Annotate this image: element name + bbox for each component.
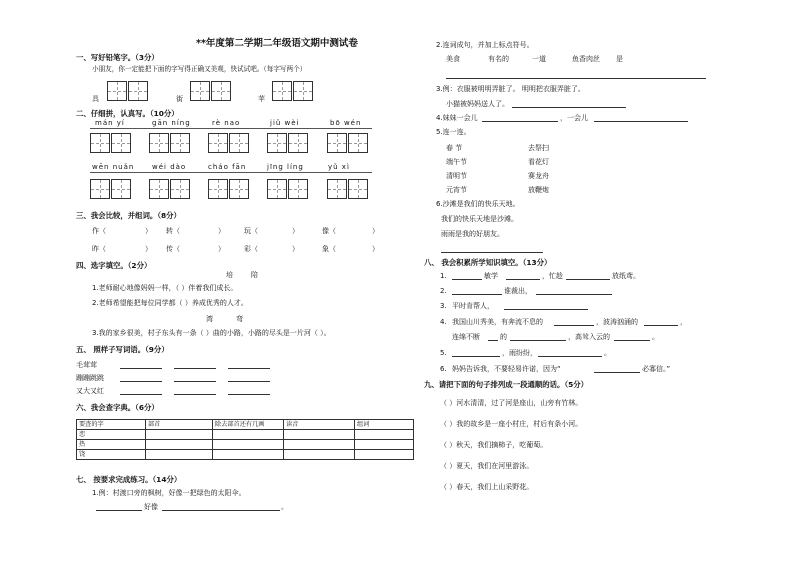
answer-line[interactable] (566, 279, 610, 280)
table-cell[interactable] (146, 430, 213, 440)
answer-line[interactable] (488, 340, 498, 341)
answer-line[interactable] (228, 394, 270, 395)
word-chip: 鱼香肉丝 (572, 55, 600, 63)
answer-line[interactable] (452, 294, 502, 295)
writing-box[interactable] (107, 81, 127, 101)
answer-line[interactable] (644, 325, 678, 326)
pinyin-line (90, 172, 372, 173)
question-text: 6.沙滩是我们的快乐天地。 (436, 200, 520, 208)
choice-char: 湾 (206, 315, 213, 323)
answer-line[interactable] (120, 381, 162, 382)
choice-char: 陪 (251, 271, 258, 279)
compare-paren: ） (218, 245, 225, 253)
answer-line[interactable] (594, 372, 640, 373)
question-text: 3.我的家乡很美，村子东头有一条（ ）曲的小路，小路的尽头是一片河（ ）。 (92, 329, 331, 337)
writing-box[interactable] (327, 133, 347, 153)
writing-box[interactable] (90, 133, 110, 153)
match-right-item[interactable]: 看花灯 (528, 158, 549, 166)
compare-paren: ） (145, 227, 152, 235)
match-right-item[interactable]: 赛龙舟 (528, 172, 549, 180)
writing-box[interactable] (190, 81, 210, 101)
writing-box[interactable] (149, 133, 169, 153)
compare-char: 作（ (92, 227, 106, 235)
item-text: ，波涛汹涌的 (596, 318, 638, 326)
question-text: 雨雨是我的好朋友。 (441, 230, 504, 238)
pinyin: jīng líng (267, 163, 304, 171)
answer-line[interactable] (120, 368, 162, 369)
question-text: 3.例：衣服被明明弄脏了。 明明把衣服弄脏了。 (436, 85, 585, 93)
section-3-heading: 三、我会比较，并组词。（8分） (76, 211, 181, 220)
answer-line[interactable] (512, 107, 626, 108)
match-right-item[interactable]: 去祭扫 (528, 144, 549, 152)
writing-box[interactable] (229, 179, 249, 199)
section-8-heading: 八、 我会积累所学知识填空。（13分） (424, 258, 552, 267)
compare-paren: ） (372, 227, 379, 235)
answer-line[interactable] (228, 368, 270, 369)
table-cell[interactable] (355, 430, 414, 440)
pinyin: yǔ xì (328, 163, 350, 171)
column-header: 除去部首还有几画 (213, 420, 284, 430)
page-title: **年度第二学期二年级语文期中测试卷 (196, 38, 358, 49)
item-text: 。 (604, 349, 611, 357)
table-header-row (77, 420, 414, 430)
table-cell[interactable] (213, 450, 284, 460)
compare-char: 像（ (322, 227, 336, 235)
answer-line[interactable] (174, 381, 216, 382)
pinyin: jiǔ wèi (270, 119, 300, 127)
pinyin: bō wén (330, 119, 362, 127)
match-left-item[interactable]: 春 节 (446, 144, 463, 152)
writing-box[interactable] (128, 81, 148, 101)
question-text: 小猫被妈妈送人了。 (446, 100, 509, 108)
pinyin-line (90, 128, 372, 129)
answer-line[interactable] (614, 340, 650, 341)
item-text: 敏学 (484, 272, 498, 280)
section-9-heading: 九、请把下面的句子排列成一段通顺的话。（5分） (424, 380, 589, 389)
answer-line[interactable] (594, 121, 688, 122)
answer-text: 。 (281, 503, 288, 511)
table-cell[interactable] (355, 440, 414, 450)
answer-line[interactable] (538, 356, 602, 357)
char-ju: 具 (92, 95, 99, 103)
compare-char: 象（ (322, 245, 336, 253)
question-text: 2.老师希望能把每位同学都（ ）养成优秀的人才。 (92, 299, 248, 307)
item-text: 连绵不断 (452, 333, 480, 341)
compare-paren: ） (372, 245, 379, 253)
writing-box[interactable] (348, 179, 368, 199)
word-chip: 有名的 (488, 55, 509, 63)
item-text: 妈妈告诉我，不要轻易许诺，因为“ (452, 365, 561, 373)
item-number: 3. (440, 302, 447, 310)
match-left-item[interactable]: 元宵节 (446, 186, 467, 194)
table-row (77, 430, 414, 440)
writing-box[interactable] (111, 133, 131, 153)
compare-char: 玩（ (244, 227, 258, 235)
table-cell[interactable] (284, 440, 355, 450)
example-word: 又大又红 (76, 387, 104, 395)
question-text: 1.例：村渡口旁的枫树，好像一把绿色的太阳伞。 (92, 489, 246, 497)
item-text: 放纸鸢。 (612, 272, 640, 280)
answer-line[interactable] (536, 294, 612, 295)
item-text: 我国山川秀美，有奔流不息的 (452, 318, 543, 326)
column-header: 读音 (284, 420, 355, 430)
answer-line[interactable] (228, 381, 270, 382)
answer-line[interactable] (174, 394, 216, 395)
question-text: 5.连一连。 (436, 128, 471, 136)
pinyin: rè nao (212, 119, 241, 127)
writing-box[interactable] (348, 133, 368, 153)
answer-line[interactable] (96, 510, 142, 511)
section-1-heading: 一、写好铅笔字。（3分） (76, 53, 159, 62)
section-7-heading: 七、 按要求完成练习。（14分） (76, 475, 182, 484)
answer-line[interactable] (452, 279, 482, 280)
ordering-item[interactable]: （ ）夏天，我们在河里游泳。 (440, 462, 534, 470)
choice-char: 培 (226, 271, 233, 279)
answer-line[interactable] (120, 394, 162, 395)
section-4-heading: 四、选字填空。（2分） (76, 261, 152, 270)
example-word: 毛茸茸 (76, 361, 97, 369)
pinyin: mán yí (95, 119, 125, 127)
item-number: 6. (440, 365, 447, 373)
writing-box[interactable] (272, 81, 292, 101)
question-text: 1.老师耐心地像妈妈一样，（ ）伴着我们成长。 (92, 284, 238, 292)
section-5-heading: 五、 照样子写词语。（9分） (76, 345, 169, 354)
word-chip: 是 (616, 55, 623, 63)
table-row (77, 440, 414, 450)
pinyin: gān níng (152, 119, 191, 127)
pinyin: wēn nuǎn (92, 163, 135, 171)
char-ping: 苹 (258, 95, 265, 103)
compare-char: 传（ (166, 245, 180, 253)
answer-line[interactable] (482, 121, 558, 122)
table-cell[interactable] (284, 450, 355, 460)
column-header: 部首 (146, 420, 213, 430)
table-cell: 恋 (77, 430, 146, 440)
writing-box[interactable] (111, 179, 131, 199)
match-left-item[interactable]: 清明节 (446, 172, 467, 180)
choice-char: 弯 (236, 315, 243, 323)
writing-box[interactable] (229, 133, 249, 153)
item-number: 5. (440, 349, 447, 357)
writing-box[interactable] (208, 179, 228, 199)
pinyin: cháo fān (208, 163, 247, 171)
table-cell[interactable] (213, 440, 284, 450)
answer-line[interactable] (504, 309, 588, 310)
ordering-item[interactable]: （ ）我的故乡是一座小村庄，村后有条小河。 (440, 420, 583, 428)
table-cell[interactable] (213, 430, 284, 440)
item-text: ， (680, 318, 687, 326)
question-text: 我们的快乐天地是沙滩。 (441, 215, 518, 223)
writing-box[interactable] (293, 81, 313, 101)
answer-line[interactable] (174, 368, 216, 369)
match-left-item[interactable]: 端午节 (446, 158, 467, 166)
answer-line[interactable] (506, 279, 540, 280)
answer-line[interactable] (446, 78, 706, 79)
compare-paren: ） (218, 227, 225, 235)
writing-box[interactable] (208, 133, 228, 153)
writing-box[interactable] (90, 179, 110, 199)
section-2-heading: 二、仔细拼，认真写。（10分） (76, 109, 179, 118)
compare-paren: ） (292, 227, 299, 235)
compare-char: 昨（ (92, 245, 106, 253)
compare-char: 转（ (166, 227, 180, 235)
match-right-item[interactable]: 放鞭炮 (528, 186, 549, 194)
item-number: 1. (440, 272, 447, 280)
table-row (77, 450, 414, 460)
item-number: 2. (440, 287, 447, 295)
table-cell: 热 (77, 440, 146, 450)
writing-box[interactable] (288, 133, 308, 153)
writing-box[interactable] (267, 179, 287, 199)
example-word: 蹦蹦跳跳 (76, 374, 104, 382)
ordering-item[interactable]: （ ）河水清清，过了河是座山，山旁有竹林。 (440, 399, 583, 407)
item-text: ，忙趁 (542, 272, 563, 280)
compare-char: 彩（ (244, 245, 258, 253)
compare-paren: ） (292, 245, 299, 253)
item-text: ，高耸入云的 (568, 333, 610, 341)
item-number: 4. (440, 318, 447, 326)
section-6-heading: 六、我会查字典。（6分） (76, 403, 159, 412)
table-cell[interactable] (146, 450, 213, 460)
item-text: ，雨纷纷， (502, 349, 537, 357)
compare-paren: ） (145, 245, 152, 253)
ordering-item[interactable]: （ ）春天，我们上山采野花。 (440, 483, 534, 491)
writing-box[interactable] (327, 179, 347, 199)
dictionary-table (76, 419, 414, 460)
answer-line[interactable] (441, 252, 543, 253)
answer-line[interactable] (510, 340, 566, 341)
table-cell: 饶 (77, 450, 146, 460)
item-text: 。 (652, 333, 659, 341)
writing-box[interactable] (170, 133, 190, 153)
table-cell[interactable] (355, 450, 414, 460)
pinyin: wéi dào (152, 163, 187, 171)
question-text: 2.连词成句，并加上标点符号。 (436, 41, 534, 49)
char-jie: 街 (176, 95, 183, 103)
writing-box[interactable] (170, 179, 190, 199)
table-cell[interactable] (284, 430, 355, 440)
writing-box[interactable] (149, 179, 169, 199)
writing-box[interactable] (211, 81, 231, 101)
column-header: 要查的字 (77, 420, 146, 430)
writing-box[interactable] (288, 179, 308, 199)
item-text: 的 (500, 333, 507, 341)
item-text: 平时肯帮人， (452, 302, 494, 310)
writing-box[interactable] (267, 133, 287, 153)
column-header: 组词 (355, 420, 414, 430)
section-1-intro: 小朋友，你一定能把下面的字写得正确又美观，快试试吧。（每字写两个） (92, 65, 307, 73)
table-cell[interactable] (146, 440, 213, 450)
answer-line[interactable] (162, 510, 280, 511)
word-chip: 一道 (532, 55, 546, 63)
ordering-item[interactable]: （ ）秋天，我们摘柿子，吃葡萄。 (440, 441, 548, 449)
item-text: 谁裁出， (504, 287, 532, 295)
item-text: 必寡信。” (642, 365, 671, 373)
question-text: 4.妹妹一会儿 (436, 114, 478, 122)
word-chip: 美食 (446, 55, 460, 63)
question-text: ，一会儿 (560, 114, 588, 122)
answer-text: 好像 (144, 503, 158, 511)
answer-line[interactable] (554, 325, 594, 326)
answer-line[interactable] (452, 356, 500, 357)
